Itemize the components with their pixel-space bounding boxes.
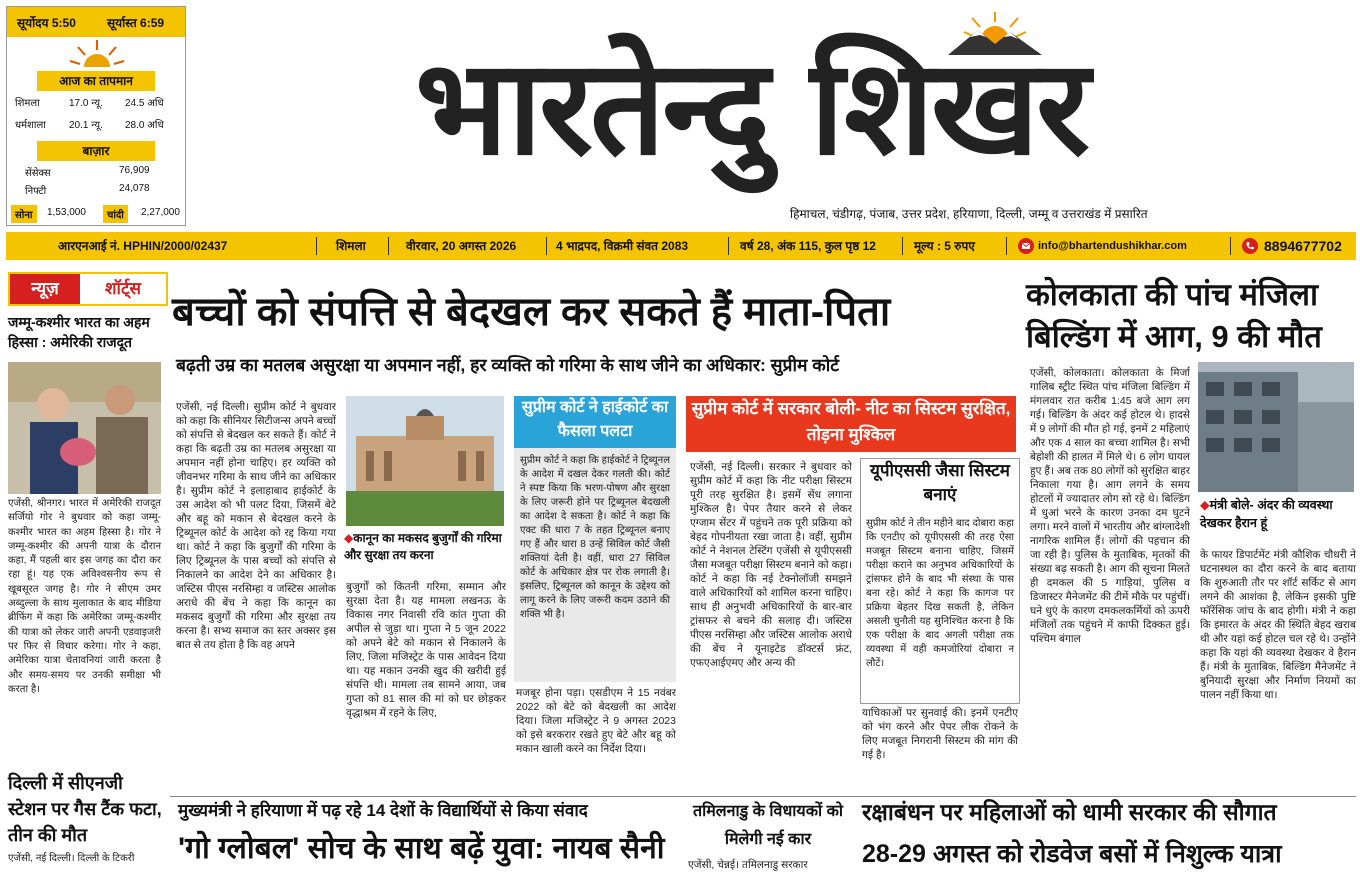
hc-box-title: सुप्रीम कोर्ट ने हाईकोर्ट का फैसला पलटा <box>514 396 676 448</box>
price: मूल्य : 5 रुपए <box>914 239 975 253</box>
issue-info: वर्ष 28, अंक 115, कुल पृष्ठ 12 <box>740 239 876 253</box>
saini-kicker: मुख्यमंत्री ने हरियाणा में पढ़ रहे 14 देशों के विद्यार्थियों से किया संवाद <box>178 801 588 820</box>
lead-column-1: एजेंसी, नई दिल्ली। सुप्रीम कोर्ट ने बुधवार को कहा कि सीनियर सिटीजन्स अपने बच्चों को संपत्ति से बेदखल कर सकते हैं। कोर्ट ने कहा कि बढ़ती उम्र का मतलब असुरक्षा या अपमान नहीं होना चाहिए। हर व्यक्ति को जीवनभर गरिमा के साथ जीने का अधिकार है। सुप्रीम कोर्ट ने इलाहाबाद हाईकोर्ट के उस आदेश को भी पलट दिया, जिसमें बेटे और बहू को मकान से बेदखल करने के ट्रिब्यूनल कोर्ट के आदेश को रद्द किया गया था। कोर्ट ने कहा कि बुजुर्गों की गरिमा के लिए ट्रिब्यूनल के पास बच्चों को संपत्ति से निकालने का आदेश देने का अधिकार है। जस्टिस पीएस नरसिम्हा व जस्टिस आलोक अराधे की बेंच ने कहा कि कानून का मकसद बुजुर्गों की गरिमा और सुरक्षा तय करना है। सभ्य समाज का स्तर अक्सर इस बात से तय होता है कि वह अपने <box>176 401 336 651</box>
ambassador-photo <box>8 362 161 494</box>
lead-photo-caption: ◆कानून का मकसद बुजुर्गों की गरिमा और सुरक्षा तय करना <box>344 531 502 562</box>
phone-number[interactable]: 8894677702 <box>1264 238 1342 254</box>
temperature-title: आज का तापमान <box>37 71 155 91</box>
samvat-date: 4 भाद्रपद, विक्रमी संवत 2083 <box>556 239 689 253</box>
upsc-box-body: सुप्रीम कोर्ट ने तीन महीने बाद दोबारा कहा कि एनटीए को यूपीएससी की तरह ऐसा मजबूत सिस्टम बनाना चाहिए, जिसमें परीक्षा कराने का अनुभव अधिकारियों के ट्रांसफर होने के बाद भी संस्था के पास बना रहे। कोर्ट ने कहा कि कागज पर प्रक्रिया बेहतर दिख सकती है, लेकिन असली चुनौती यह सुनिश्चित करना है कि एक परीक्षा के बाद अगली परीक्षा तक व्यवस्था में वही कमजोरियां दोबारा न लौटें। <box>866 518 1014 669</box>
short1-body: एजेंसी, श्रीनगर। भारत में अमेरिकी राजदूत सर्जियो गोर ने बुधवार को कहा जम्मू-कश्मीर भारत का अहम हिस्सा है। गोर ने जम्मू-कश्मीर की अपनी यात्रा के दौरान कहा, मैं पहली बार इस जगह का दौरा कर रहा हूं। यह एक अविश्वसनीय रूप से खूबसूरत जगह है। गोर ने सीएम उमर अब्दुल्ला के साथ मुलाकात के बाद मीडिया ब्रीफिंग में कहा कि अमेरिका जम्मू-कश्मीर की यात्रा को लेकर जारी अपनी एडवाइजरी पर फिर से विचार करेगा। गोर ने कहा, अमेरिका यात्रा चेतावनियां जारी करता है और समय-समय पर उनकी समीक्षा भी करता है। <box>8 498 161 695</box>
fire-building-photo <box>1198 362 1354 492</box>
silver-label: चांदी <box>103 205 128 223</box>
neet-body: एजेंसी, नई दिल्ली। सरकार ने बुधवार को सुप्रीम कोर्ट में कहा कि नीट परीक्षा सिस्टम पूरी तरह सुरक्षित है। इसमें सेंध लगाना मुश्किल है। पेपर तैयार करने से लेकर एग्जाम सेंटर में पहुंचने तक पूरी प्रक्रिया को बेहद गोपनीयता रखा जाता है। वहीं, सुप्रीम कोर्ट ने नेशनल टेस्टिंग एजेंसी से यूपीएससी जैसा मजबूत परीक्षा सिस्टम बनाने को कहा। कोर्ट ने कहा कि नई टेक्नोलॉजी समझने वाले अधिकारियों को शामिल करना चाहिए। साथ ही अनुभवी अधिकारियों के बार-बार ट्रांसफर से बचने की सलाह दी। जस्टिस पीएस नरसिम्हा और जस्टिस आलोक अराधे की बेंच ने यूनाइटेड डॉक्टर्स फ्रंट, एफएआईएमए और अन्य की <box>690 461 852 669</box>
bullion-row <box>7 203 185 225</box>
news-shorts-label: न्यूज़ शॉर्ट्स <box>8 272 168 306</box>
sunrise-text: सूर्योदय 5:50 <box>17 16 76 30</box>
gold-label: सोना <box>11 205 37 223</box>
sun-times-band <box>7 7 185 37</box>
issue-date: वीरवार, 20 अगस्त 2026 <box>406 239 517 253</box>
sunset-text: सूर्यास्त 6:59 <box>107 16 165 30</box>
hc-box-body: सुप्रीम कोर्ट ने कहा कि हाईकोर्ट ने ट्रिब्यूनल के आदेश में दखल देकर गलती की। कोर्ट ने स्पष्ट किया कि भरण-पोषण और सुरक्षा के लिए जरूरी होने पर ट्रिब्यूनल बेदखली का आदेश दे सकता है। कोर्ट ने कहा कि एक्ट की धारा 7 के तहत ट्रिब्यूनल बनाए गए हैं और धारा 8 उन्हें सिविल कोर्ट जैसी शक्तियां देती है। वहीं, धारा 27 सिविल कोर्ट के अधिकार क्षेत्र पर रोक लगाती है। इसलिए, ट्रिब्यूनल को कानून के उद्देश्य को लागू करने के लिए जरूरी कदम उठाने की शक्ति भी है। <box>520 455 670 620</box>
kolkata-body-1: एजेंसी, कोलकाता। कोलकाता के मिर्जा गालिब स्ट्रीट स्थित पांच मंजिला बिल्डिंग में मंगलवार रात करीब 1:45 बजे आग लग गई। बिल्डिंग के अंदर कई होटल थे। हादसे में 9 लोगों की मौत हो गई, इनमें 2 महिलाएं और एक 4 साल का बच्चा शामिल है। सभी बेहोशी की हालत में मिले थे। 6 लोग घायल हुए हैं। अब तक 80 लोगों को सुरक्षित बाहर निकाला गया है। आग लगने के समय होटलों में ज्यादातर लोग सो रहे थे। बिल्डिंग में धुआं भरने के कारण उनका दम घुटने लगा। मरने वालों में भारतीय और बांग्लादेशी नागरिक शामिल हैं। लोगों की पहचान की जा रही है। पुलिस के मुताबिक, मृतकों की संख्या बढ़ सकती है। आग की सूचना मिलते ही दमकल की 5 गाड़ियां, पुलिस व डिजास्टर मैनेजमेंट की टीमें मौके पर पहुंचीं। घने धुएं के कारण दमकलकर्मियों को ऊपरी मंजिलों तक पहुंचने में काफी दिक्कत हुई। पश्चिम बंगाल <box>1030 367 1190 645</box>
hc-continued: मजबूर होना पड़ा। एसडीएम ने 15 नवंबर 2022 को बेटे को बेदखली का आदेश दिया। जिला मजिस्ट्रेट ने 9 अगस्त 2023 को इसे बरकरार रखते हुए बेटे और बहू को मकान खाली करने का निर्देश दिया। <box>516 687 676 755</box>
short2-body: एजेंसी, नई दिल्ली। दिल्ली के टिकरी <box>8 853 135 864</box>
gold-value: 1,53,000 <box>47 207 86 218</box>
saini-headline: 'गो ग्लोबल' सोच के साथ बढ़ें युवा: नायब सैनी <box>178 832 665 865</box>
email-address[interactable]: info@bhartendushikhar.com <box>1038 240 1187 252</box>
date-strip <box>6 232 1356 260</box>
silver-value: 2,27,000 <box>141 207 180 218</box>
phone-icon <box>1242 238 1258 254</box>
kolkata-caption: ◆मंत्री बोले- अंदर की व्यवस्था देखकर हैरान हूं <box>1200 498 1333 530</box>
masthead-title: भारतेन्दु शिखर <box>415 31 1087 185</box>
upsc-box-title: यूपीएससी जैसा सिस्टम बनाएं <box>870 461 1010 504</box>
tn-headline: तमिलनाडु के विधायकों को मिलेगी नई कार <box>692 803 844 848</box>
neet-headline: सुप्रीम कोर्ट में सरकार बोली- नीट का सिस्टम सुरक्षित, तोड़ना मुश्किल <box>686 396 1016 452</box>
edition-city: शिमला <box>336 239 366 253</box>
sun-icon <box>67 37 127 67</box>
lead-column-2: बुजुर्गों को कितनी गरिमा, सम्मान और सुरक्षा देता है। यह मामला लखनऊ के विकास नगर निवासी रवि कांत गुप्ता की अपील से जुड़ा था। गुप्ता ने 5 जून 2022 को अपने बेटे को मकान से निकालने के लिए, जिला मजिस्ट्रेट के पास आवेदन दिया था। यह मकान उनकी खुद की खरीदी हुई संपत्ति थी। मामला तब सामने आया, जब गुप्ता को 81 साल की मां को घर छोड़कर वृद्धाश्रम में रहने के लिए, <box>346 581 506 719</box>
short1-headline: जम्मू-कश्मीर भारत का अहम हिस्सा : अमेरिकी राजदूत <box>8 314 150 350</box>
kolkata-body-2: के फायर डिपार्टमेंट मंत्री कौशिक चौधरी ने घटनास्थल का दौरा करने के बाद बताया कि शुरुआती तौर पर शॉर्ट सर्किट से आग लगने की आशंका है, लेकिन इसकी पुष्टि फॉरेंसिक जांच के बाद होगी। मंत्री ने कहा कि इमारत के अंदर की स्थिति बेहद खराब थी और यहां कई होटल चल रहे थे। उन्होंने कहा कि यहां की व्यवस्था देखकर वे हैरान हैं। मंत्री के मुताबिक, बिल्डिंग मैनेजमेंट ने बुनियादी सुरक्षा और निर्माण नियमों का पालन नहीं किया था। <box>1200 549 1356 701</box>
lead-headline: बच्चों को संपत्ति से बेदखल कर सकते हैं माता-पिता <box>172 290 891 334</box>
upsc-box <box>860 458 1020 704</box>
dhami-kicker: रक्षाबंधन पर महिलाओं को धामी सरकार की सौगात <box>862 799 1277 825</box>
tn-body: एजेंसी, चेन्नई। तमिलनाडु सरकार <box>688 859 808 871</box>
dhami-headline: 28-29 अगस्त को रोडवेज बसों में निशुल्क यात्रा <box>862 840 1282 868</box>
hc-box <box>514 448 676 682</box>
kolkata-headline: कोलकाता की पांच मंजिला बिल्डिंग में आग, 9 की मौत <box>1026 277 1322 354</box>
neet-continued: याचिकाओं पर सुनवाई की। इनमें एनटीए को भंग करने और पेपर लीक रोकने के लिए मजबूत निगरानी सिस्टम की मांग की गई है। <box>862 707 1018 761</box>
weather-market-box: सूर्योदय 5:50 सूर्यास्त 6:59 आज का तापमान शिमला 17.0 न्यू. 24.5 अधि धर्मशाला 20.1 न्यू. 28.0 अधि बाज़ार सेंसेक्स 76,909 निफ्टी 24,078 सोना 1,53,000 चांदी 2,27,000 <box>6 6 186 226</box>
market-title: बाज़ार <box>37 141 155 161</box>
rni-number: आरएनआई नं. HPHIN/2000/02437 <box>58 239 228 253</box>
short2-headline: दिल्ली में सीएनजी स्टेशन पर गैस टैंक फटा, तीन की मौत <box>8 773 162 845</box>
email-icon <box>1018 238 1034 254</box>
supreme-court-photo <box>346 396 504 526</box>
lead-subhead: बढ़ती उम्र का मतलब असुरक्षा या अपमान नहीं, हर व्यक्ति को गरिमा के साथ जीने का अधिकार: सुप्रीम कोर्ट <box>176 355 840 375</box>
masthead-tagline: हिमाचल, चंडीगढ़, पंजाब, उत्तर प्रदेश, हरियाणा, दिल्ली, जम्मू व उत्तराखंड में प्रसारित <box>790 207 1148 221</box>
